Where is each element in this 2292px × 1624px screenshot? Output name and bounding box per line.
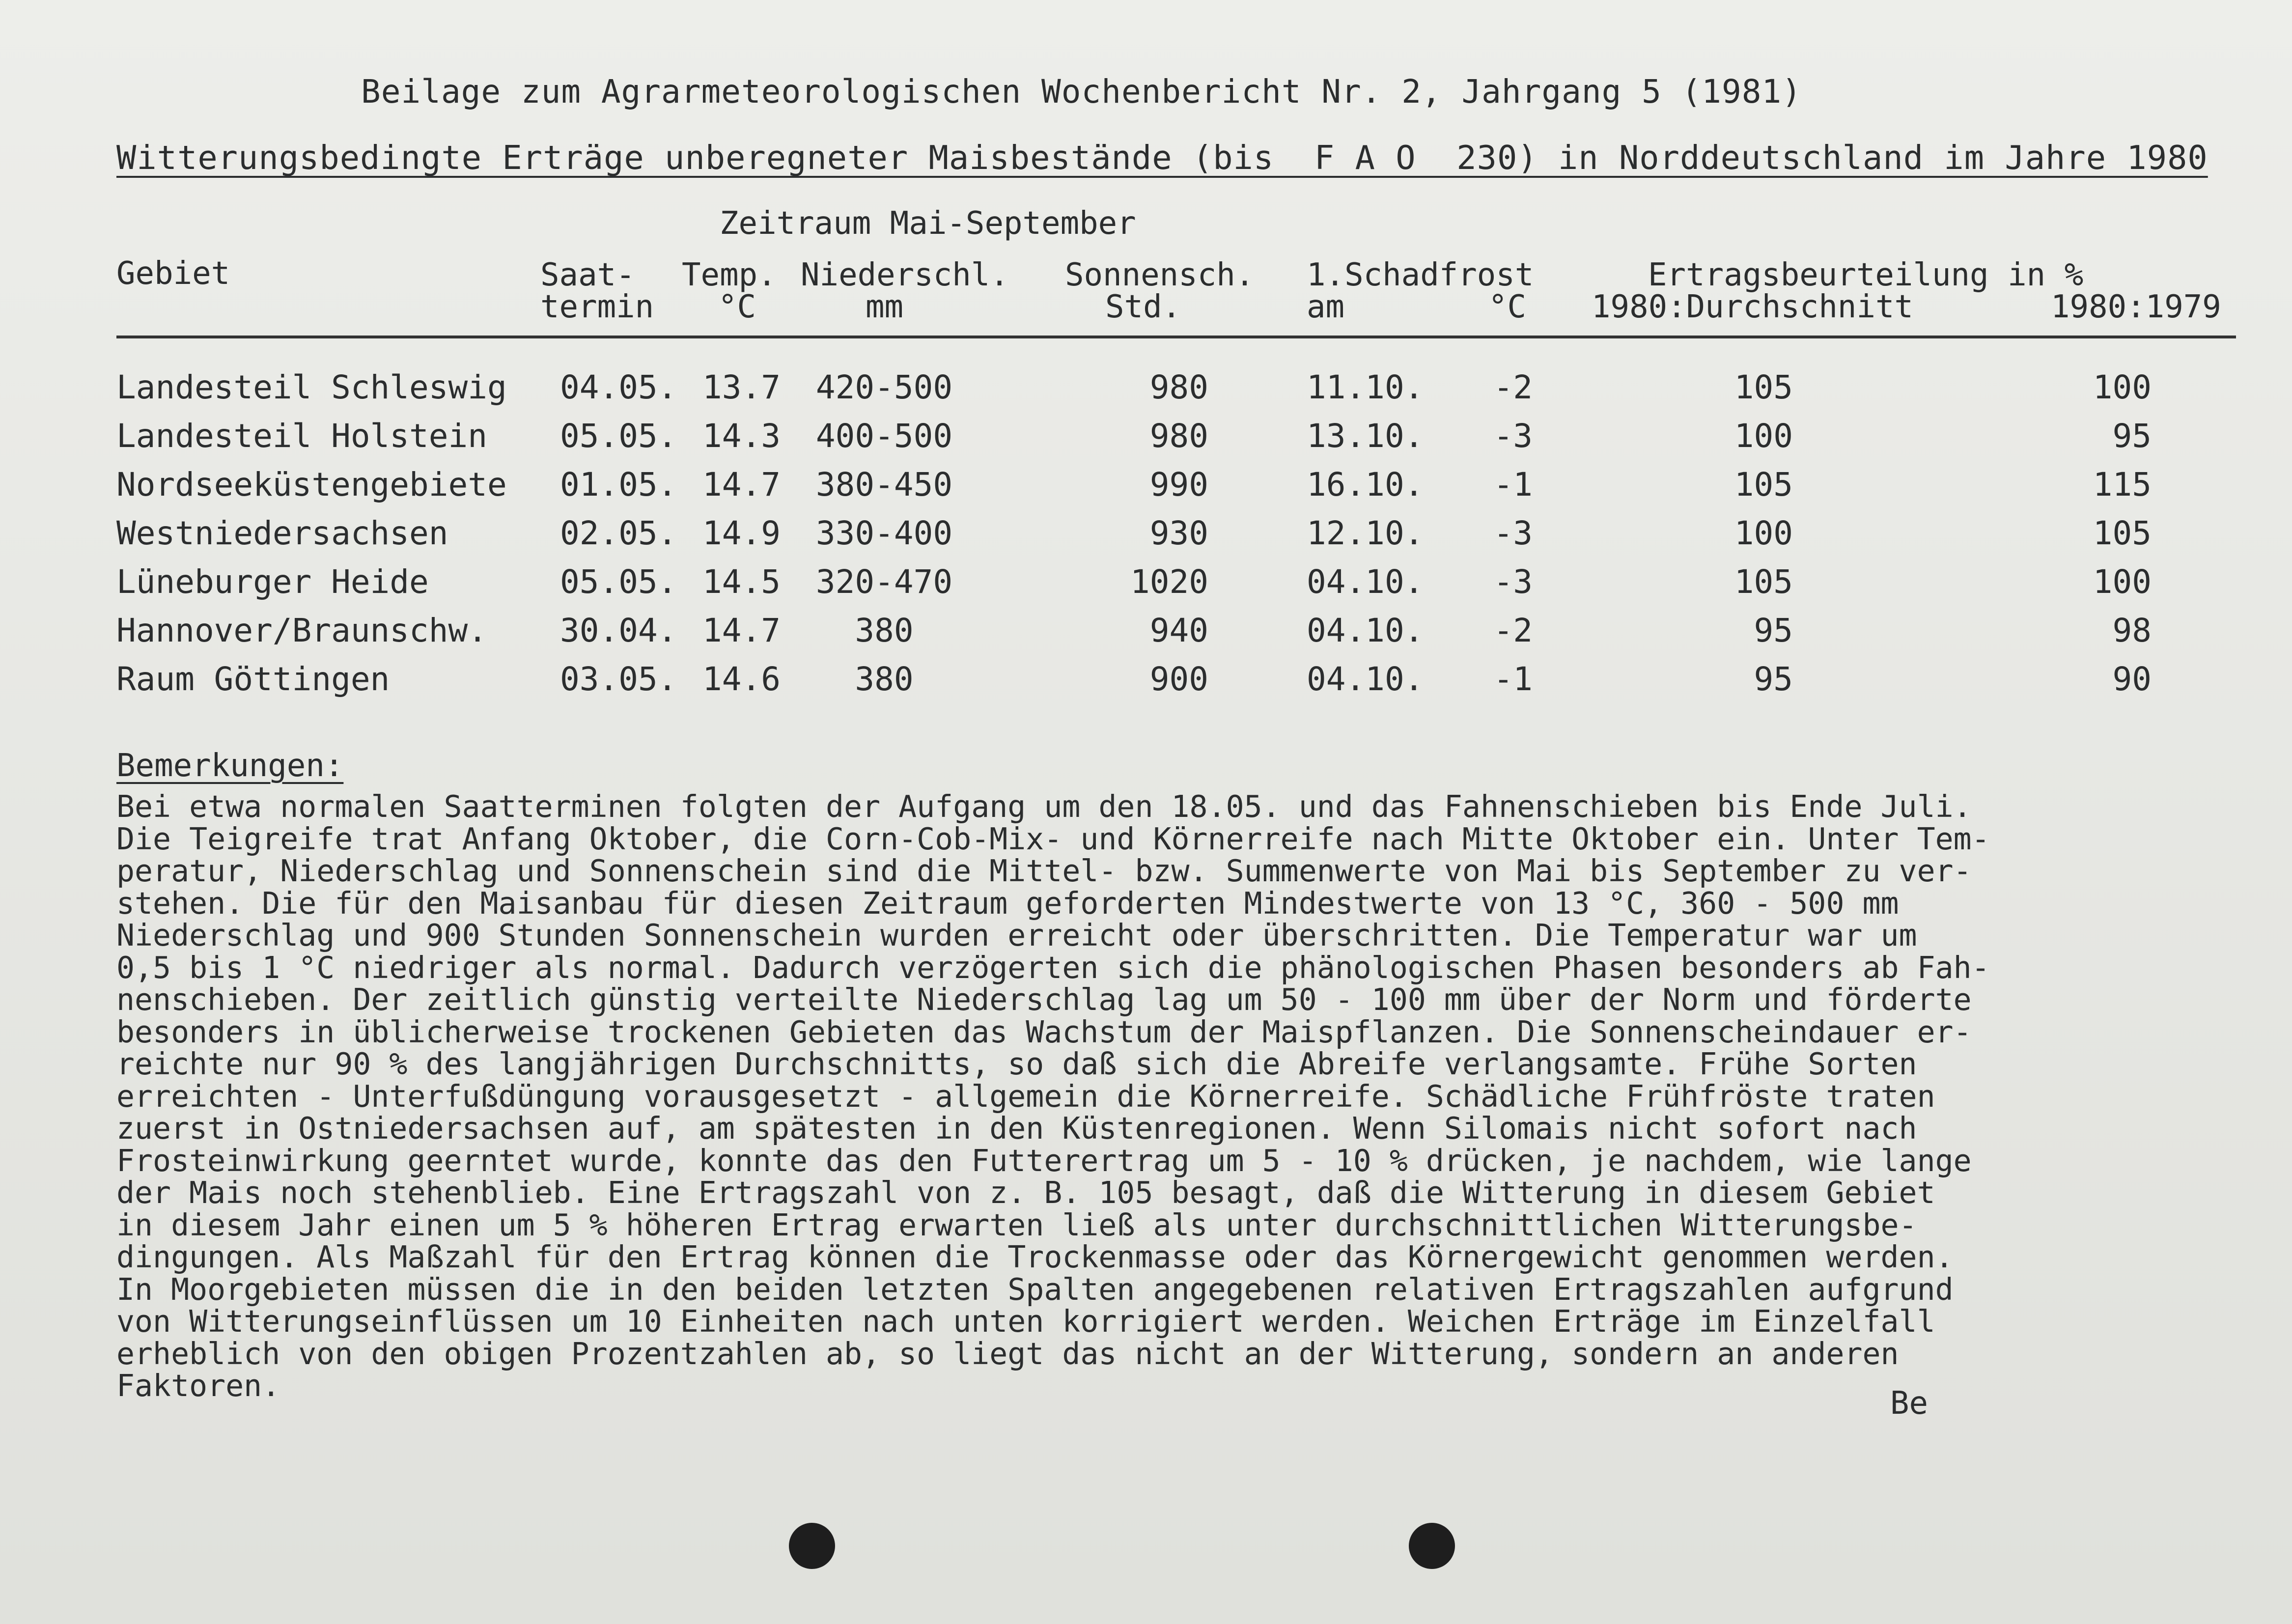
cell-sunshine: 940 [1149,612,1208,649]
cell-temp: 14.5 [702,563,781,601]
cell-sowing: 05.05. [560,563,677,601]
cell-region: Hannover/Braunschw. [116,612,487,649]
cell-yield-prev: 100 [2093,563,2152,601]
cell-temp: 14.3 [702,417,781,455]
cell-sunshine: 980 [1149,417,1208,455]
cell-sowing: 01.05. [560,466,677,504]
cell-sunshine: 930 [1149,514,1208,552]
cell-frost-temp: -2 [1493,368,1533,406]
cell-yield-avg: 105 [1734,563,1793,601]
col-header-temp-1: Temp. [682,257,777,293]
header-rule [116,336,2236,338]
col-header-sunshine-2: Std. [1105,289,1181,325]
cell-frost-temp: -3 [1493,514,1533,552]
remarks-line: Die Teigreife trat Anfang Oktober, die Corn-Cob-Mix- und Körnerreife nach Mitte Oktober ein. Unter Tem- [116,821,1990,857]
col-header-yield-prev: 1980:1979 [2051,289,2221,325]
remarks-line: in diesem Jahr einen um 5 % höheren Ertrag erwarten ließ als unter durchschnittlichen Witterungsbe- [116,1207,1917,1243]
cell-precip: 380 [855,660,914,698]
cell-precip: 400-500 [815,417,953,455]
col-header-frost-temp: °C [1488,289,1527,325]
col-header-region: Gebiet [116,255,230,292]
cell-frost-temp: -3 [1493,563,1533,601]
cell-frost-date: 04.10. [1307,563,1424,601]
col-header-temp-2: °C [718,289,756,325]
cell-sunshine: 980 [1149,368,1208,406]
cell-yield-avg: 95 [1754,612,1793,649]
cell-temp: 14.7 [702,466,781,504]
cell-sowing: 04.05. [560,368,677,406]
cell-frost-date: 12.10. [1307,514,1424,552]
cell-frost-date: 04.10. [1307,660,1424,698]
cell-region: Landesteil Schleswig [116,368,507,406]
remarks-line: reichte nur 90 % des langjährigen Durchschnitts, so daß sich die Abreife verlangsamte. Frühe Sorten [116,1046,1917,1082]
remarks-line: Faktoren. [116,1368,280,1403]
cell-sunshine: 900 [1149,660,1208,698]
remarks-line: In Moorgebieten müssen die in den beiden letzten Spalten angegebenen relativen Ertragszahlen aufgrund [116,1271,1954,1307]
page-title: Witterungsbedingte Erträge unberegneter Maisbestände (bis F A O 230) in Norddeutschland im Jahre 1980 [116,139,2208,177]
cell-sowing: 02.05. [560,514,677,552]
cell-precip: 420-500 [815,368,953,406]
remarks-line: erheblich von den obigen Prozentzahlen ab, so liegt das nicht an der Witterung, sondern an anderen [116,1336,1899,1372]
remarks-line: stehen. Die für den Maisanbau für diesen Zeitraum geforderten Mindestwerte von 13 °C, 360 - 500 mm [116,885,1899,921]
remarks-line: der Mais noch stehenblieb. Eine Ertragszahl von z. B. 105 besagt, daß die Witterung in diesem Gebiet [116,1175,1935,1210]
remarks-line: erreichten - Unterfußdüngung vorausgesetzt - allgemein die Körnerreife. Schädliche Frühfröste traten [116,1078,1935,1114]
cell-precip: 330-400 [815,514,953,552]
period-label: Zeitraum Mai-September [720,205,1136,242]
cell-region: Nordseeküstengebiete [116,466,507,504]
remarks-line: nenschieben. Der zeitlich günstig verteilte Niederschlag lag um 50 - 100 mm über der Norm und förderte [116,982,1972,1017]
cell-precip: 380-450 [815,466,953,504]
cell-yield-avg: 100 [1734,514,1793,552]
cell-frost-date: 11.10. [1307,368,1424,406]
cell-frost-temp: -1 [1493,660,1533,698]
cell-yield-prev: 105 [2093,514,2152,552]
remarks-line: Niederschlag und 900 Stunden Sonnenschein wurden erreicht oder überschritten. Die Temperatur war um [116,918,1917,953]
cell-yield-avg: 105 [1734,466,1793,504]
cell-region: Landesteil Holstein [116,417,487,455]
remarks-body [116,791,2243,1402]
cell-region: Lüneburger Heide [116,563,429,601]
remarks-line: dingungen. Als Maßzahl für den Ertrag können die Trockenmasse oder das Körnergewicht genommen werden. [116,1239,1954,1275]
cell-temp: 14.9 [702,514,781,552]
col-header-yield: Ertragsbeurteilung in % [1648,257,2084,293]
col-header-yield-avg: 1980:Durchschnitt [1592,289,1914,325]
cell-region: Raum Göttingen [116,660,390,698]
remarks-line: Frosteinwirkung geerntet wurde, konnte das den Futterertrag um 5 - 10 % drücken, je nachdem, wie lange [116,1143,1972,1178]
cell-temp: 14.7 [702,612,781,649]
cell-sunshine: 990 [1149,466,1208,504]
col-header-sunshine-1: Sonnensch. [1065,257,1255,293]
cell-frost-temp: -2 [1493,612,1533,649]
cell-temp: 13.7 [702,368,781,406]
col-header-precip-2: mm [866,289,904,325]
cell-yield-prev: 90 [2112,660,2152,698]
cell-sunshine: 1020 [1130,563,1208,601]
remarks-heading: Bemerkungen: [116,748,344,784]
cell-yield-avg: 105 [1734,368,1793,406]
cell-region: Westniedersachsen [116,514,448,552]
cell-frost-date: 04.10. [1307,612,1424,649]
cell-sowing: 03.05. [560,660,677,698]
cell-frost-date: 16.10. [1307,466,1424,504]
cell-temp: 14.6 [702,660,781,698]
remarks-line: peratur, Niederschlag und Sonnenschein sind die Mittel- bzw. Summenwerte von Mai bis September zu ver- [116,853,1972,889]
cell-yield-prev: 98 [2112,612,2152,649]
cell-frost-date: 13.10. [1307,417,1424,455]
signature: Be [1890,1385,1929,1422]
cell-yield-avg: 95 [1754,660,1793,698]
cell-sowing: 05.05. [560,417,677,455]
col-header-precip-1: Niederschl. [801,257,1009,293]
remarks-line: Bei etwa normalen Saatterminen folgten der Aufgang um den 18.05. und das Fahnenschieben bis Ende Juli. [116,789,1972,824]
col-header-frost-date: am [1307,289,1345,325]
remarks-line: zuerst in Ostniedersachsen auf, am spätesten in den Küstenregionen. Wenn Silomais nicht sofort nach [116,1111,1917,1146]
col-header-sowing-2: termin [540,289,654,325]
cell-yield-prev: 115 [2093,466,2152,504]
punch-hole-left [789,1523,835,1569]
cell-frost-temp: -1 [1493,466,1533,504]
cell-precip: 320-470 [815,563,953,601]
cell-yield-prev: 95 [2112,417,2152,455]
cell-sowing: 30.04. [560,612,677,649]
remarks-line: 0,5 bis 1 °C niedriger als normal. Dadurch verzögerten sich die phänologischen Phasen besonders ab Fah- [116,950,1990,985]
supplement-line: Beilage zum Agrarmeteorologischen Wochenbericht Nr. 2, Jahrgang 5 (1981) [361,73,1802,111]
cell-frost-temp: -3 [1493,417,1533,455]
punch-hole-right [1409,1523,1455,1569]
col-header-frost-1: 1.Schadfrost [1307,257,1534,293]
remarks-line: von Witterungseinflüssen um 10 Einheiten nach unten korrigiert werden. Weichen Erträge im Einzelfall [116,1304,1935,1339]
col-header-sowing-1: Saat- [540,257,635,293]
cell-yield-avg: 100 [1734,417,1793,455]
cell-precip: 380 [855,612,914,649]
cell-yield-prev: 100 [2093,368,2152,406]
remarks-line: besonders in üblicherweise trockenen Gebieten das Wachstum der Maispflanzen. Die Sonnenscheindauer er- [116,1014,1972,1050]
